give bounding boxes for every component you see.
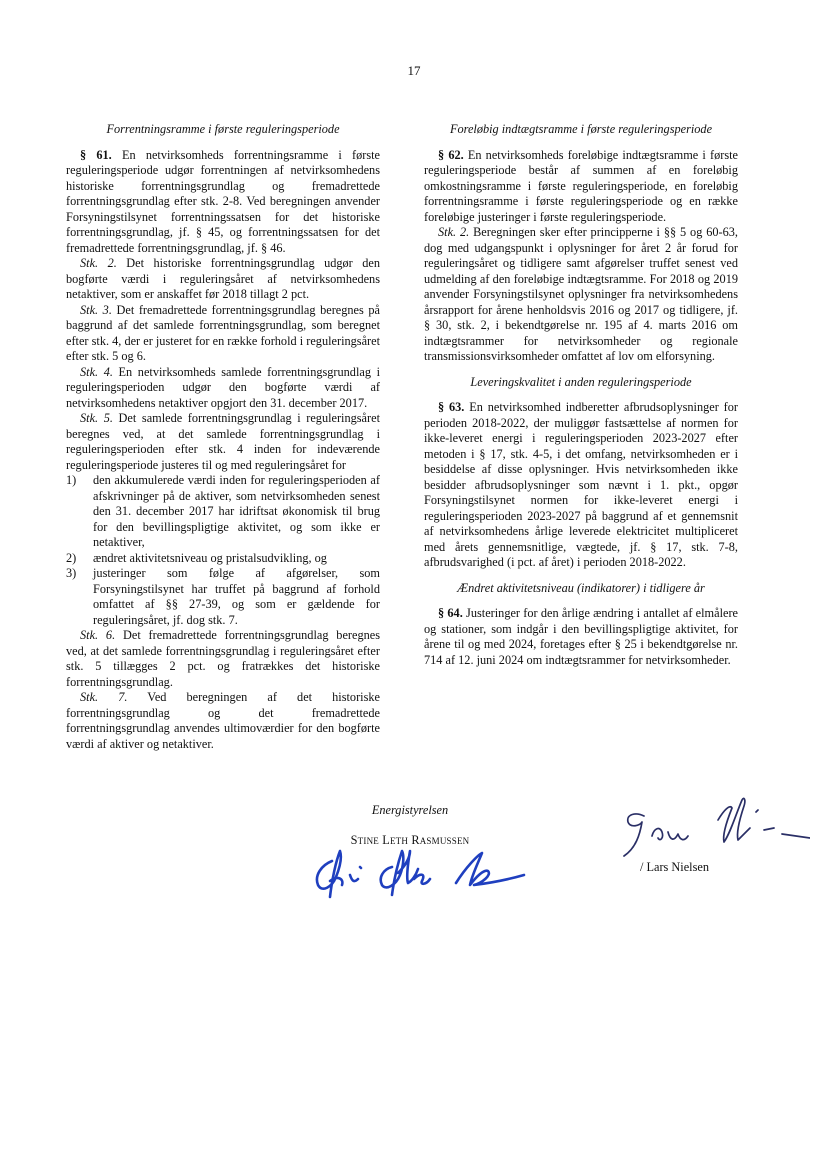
issuing-authority: Energistyrelsen bbox=[371, 803, 449, 817]
paragraph-text: Justeringer for den årlige ændring i antallet af elmålere og stationer, som indgår i den bevillingspligtige aktivitet, for årene til og med 2024, foretages efter § 25 i bekendtgørelse nr. 714 af 12. juni 2024 om indtægtsrammer for netvirksomheder. bbox=[424, 606, 739, 667]
handwritten-signature-right bbox=[614, 792, 810, 862]
section-number: § 64. bbox=[438, 606, 463, 620]
signatory-name: Stine Leth Rasmussen bbox=[350, 833, 470, 847]
section-heading: Foreløbig indtægtsramme i første reguleringsperiode bbox=[449, 122, 713, 136]
paragraph-text: Det samlede forrentningsgrundlag i reguleringsåret beregnes ved, at det samlede forrentningsgrundlag i reguleringsperioden efter stk. 4 inden for indeværende reguleringsperiode justeres til og med reguleringsåret for bbox=[66, 411, 380, 472]
stk-label: Stk. 6. bbox=[80, 628, 116, 642]
section-heading: Leveringskvalitet i anden reguleringsperiode bbox=[470, 374, 692, 389]
list-item-number: 2) bbox=[66, 550, 77, 565]
stk-label: Stk. 7. bbox=[80, 690, 128, 704]
left-column bbox=[66, 122, 380, 752]
paragraph-stk2 bbox=[66, 256, 380, 303]
paragraph-text: Det fremadrettede forrentningsgrundlag beregnes på baggrund af det samlede forrentningsgrundlag, som beregnet efter stk. 4, der er justeret for en række forhold i reguleringsåret efter stk. 5 og 6. bbox=[66, 302, 380, 363]
paragraph-62 bbox=[424, 148, 738, 226]
paragraph-64 bbox=[424, 606, 738, 668]
list-item bbox=[66, 551, 380, 567]
section-heading: Forrentningsramme i første reguleringsperiode bbox=[106, 122, 340, 136]
section-number: § 61. bbox=[80, 147, 112, 162]
paragraph-text: En netvirksomheds samlede forrentningsgrundlag i reguleringsperioden udgør den bogførte værdi af netvirksomhedens netaktiver opgjort den 31. december 2017. bbox=[66, 364, 381, 410]
paragraph-text: En netvirksomheds foreløbige indtægtsramme i første reguleringsperiode består af summen af en foreløbig omkostningsramme i første reguleringsperiode, en foreløbig forrentningsramme i første reguleringsperiode og en række foreløbige justeringer i første reguleringsperiode. bbox=[424, 147, 738, 224]
paragraph-stk4 bbox=[66, 365, 380, 412]
paragraph-text: Ved beregningen af det historiske forrentningsgrundlag og det fremadrettede forrentningsgrundlag anvendes ultimoværdier for den bogførte værdi af aktiver og netaktiver. bbox=[66, 690, 380, 751]
handwritten-signature-left bbox=[306, 845, 532, 903]
paragraph-63 bbox=[424, 400, 738, 571]
list-item-text: den akkumulerede værdi inden for reguleringsperioden af afskrivninger på de aktiver, som netvirksomheden senest den 31. december 2017 har idriftsat økonomisk til brug for den bevillingspligtige aktivitet, og som ikke er netaktiver, bbox=[93, 473, 380, 549]
paragraph-62-stk2 bbox=[424, 225, 738, 365]
paragraph-text: En netvirksomheds forrentningsramme i første reguleringsperiode udgør forrentningen af netvirksomhedens historiske forrentningsgrundlag og fremadrettede forrentningsgrundlag efter stk. 2-8. Ved beregningen anvender Forsyningstilsynet forrentningssatsen for det historiske forrentningsgrundlag, jf. § 45, og forrentningssatsen for det fremadrettede forrentningsgrundlag, jf. § 46. bbox=[66, 147, 380, 255]
list-item-number: 3) bbox=[66, 566, 77, 580]
section-number: § 62. bbox=[438, 147, 464, 162]
section-number: § 63. bbox=[438, 400, 465, 414]
list-item-text: ændret aktivitetsniveau og pristalsudvikling, og bbox=[93, 550, 327, 565]
signature-strokes bbox=[624, 798, 810, 856]
stk-label: Stk. 4. bbox=[80, 364, 113, 379]
list-item bbox=[66, 473, 380, 551]
paragraph-text: Det historiske forrentningsgrundlag udgør den bogførte værdi i reguleringsåret af netvirksomhedens netaktiver, som er anskaffet før 2018 tillagt 2 pct. bbox=[66, 256, 380, 301]
stk-label: Stk. 2. bbox=[80, 256, 117, 270]
paragraph-text: Det fremadrettede forrentningsgrundlag beregnes ved, at det samlede forrentningsgrundlag i reguleringsåret efter stk. 5 tillægges 2 pct. og fratrækkes det historiske forrentningsgrundlag. bbox=[66, 628, 380, 689]
paragraph-stk3 bbox=[66, 303, 380, 365]
paragraph-stk7 bbox=[66, 690, 380, 752]
paragraph-text: En netvirksomhed indberetter afbrudsoplysninger for perioden 2018-2022, der muliggør fastsættelse af normen for ikke-leveret energi i reguleringsperioden 2023-2027 efter metoden i § 17, stk. 4-5, i det omfang, netvirksomheden er i besiddelse af disse oplysninger. Hvis netvirksomheden ikke besidder afbrudsoplysninger som nævnt i 1. pkt., opgør Forsyningstilsynet normen for ikke-leveret energi i reguleringsperioden 2023-2027 på baggrund af et gennemsnit af netvirksomhedens årlige leverede elektricitet multipliceret med årets gennemsnitlige, vægtede, jf. § 17, stk. 7-8, afbrudsvarighed (i pct. af året) i perioden 2018-2022. bbox=[424, 400, 739, 569]
list-item-text: justeringer som følge af afgørelser, som Forsyningstilsynet har truffet på baggrund af forhold omfattet af §§ 27-39, og som er gældende for reguleringsåret, jf. dog stk. 7. bbox=[93, 566, 380, 627]
list-item bbox=[66, 566, 380, 628]
numbered-list bbox=[66, 473, 380, 628]
stk-label: Stk. 3. bbox=[80, 302, 112, 317]
section-heading: Ændret aktivitetsniveau (indikatorer) i tidligere år bbox=[457, 580, 705, 595]
page-number: 17 bbox=[407, 63, 421, 78]
stk-label: Stk. 5. bbox=[80, 411, 113, 425]
paragraph-61 bbox=[66, 148, 380, 257]
paragraph-text: Beregningen sker efter principperne i §§ 5 og 60-63, dog med udgangspunkt i oplysninger for året 2 år forud for reguleringsåret og tidligere samt afgørelser truffet senest ved udmelding af den foreløbige indtægtsramme. For 2018 og 2019 anvender Forsyningstilsynet oplysninger fra netvirksomhedens årsrapport for årene henholdsvis 2016 og 2017 og tidligere, jf. § 30, stk. 2, i bekendtgørelse nr. 195 af 4. marts 2016 om indtægtsrammer for netvirksomheder og regionale transmissionsvirksomheder omfattet af lov om elforsyning. bbox=[424, 225, 738, 363]
stk-label: Stk. 2. bbox=[438, 225, 470, 239]
right-column bbox=[424, 122, 738, 668]
paragraph-stk6 bbox=[66, 628, 380, 690]
cosignatory-name: / Lars Nielsen bbox=[640, 860, 709, 874]
list-item-number: 1) bbox=[66, 473, 77, 487]
paragraph-stk5 bbox=[66, 411, 380, 473]
signature-strokes bbox=[317, 851, 524, 897]
